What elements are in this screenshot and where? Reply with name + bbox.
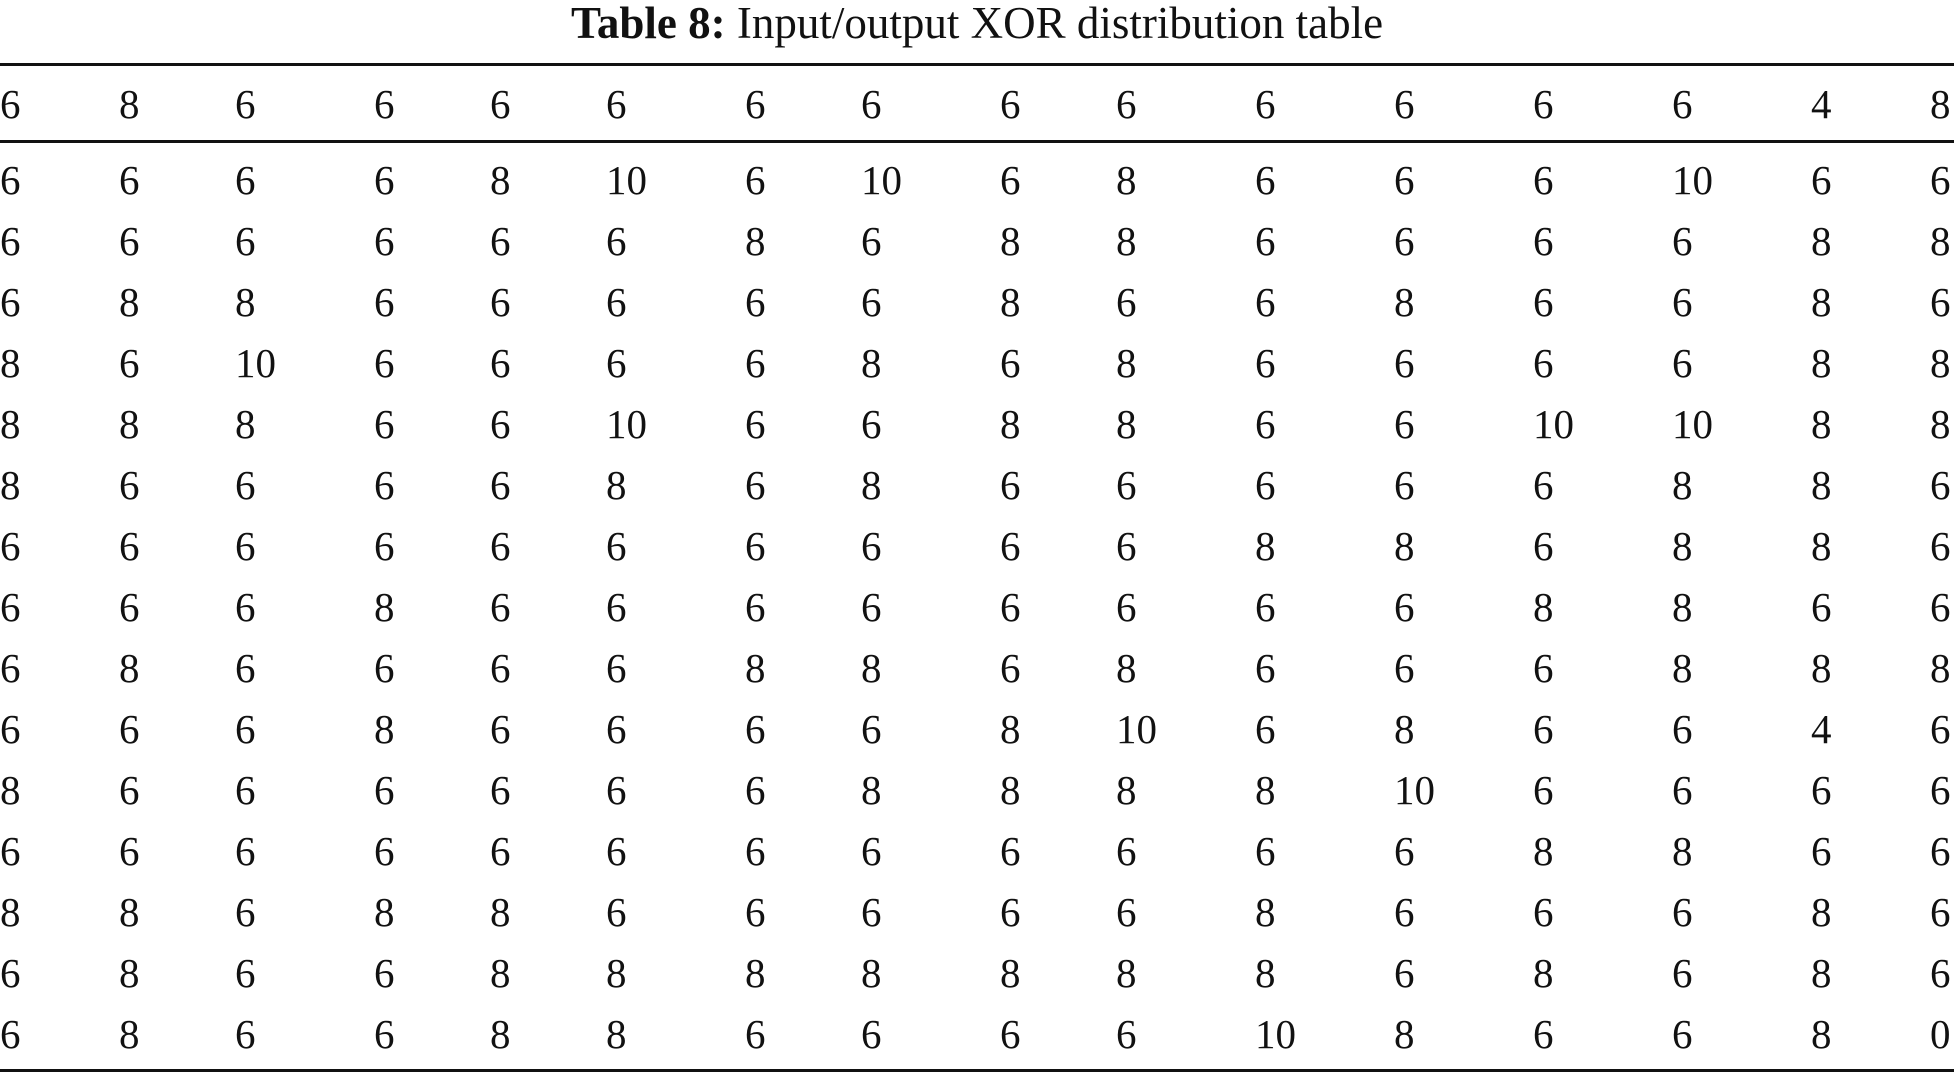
- table-cell: 8: [1811, 889, 1832, 935]
- table-cell: 8: [374, 584, 395, 630]
- table-cell: 6: [490, 706, 511, 752]
- table-cell: 8: [1930, 218, 1951, 264]
- table-cell: 6: [374, 401, 395, 447]
- table-cell: 6: [1672, 279, 1693, 325]
- table-cell: 6: [374, 645, 395, 691]
- table-cell: 6: [1930, 828, 1951, 874]
- table-cell: 6: [1000, 1011, 1021, 1057]
- table-row: [0, 211, 1954, 272]
- table-cell: 8: [235, 279, 256, 325]
- table-cell: 6: [1394, 950, 1415, 996]
- table-row: [0, 760, 1954, 821]
- table-cell: 6: [235, 584, 256, 630]
- table-cell: 8: [1116, 157, 1137, 203]
- table-header-cell: 6: [1533, 81, 1554, 127]
- table-cell: 6: [374, 950, 395, 996]
- table-cell: 6: [745, 462, 766, 508]
- table-cell: 8: [1116, 767, 1137, 813]
- table-body: [0, 150, 1954, 1065]
- table-cell: 6: [1811, 584, 1832, 630]
- table-row: [0, 943, 1954, 1004]
- table-cell: 6: [745, 523, 766, 569]
- table-cell: 6: [1533, 645, 1554, 691]
- table-cell: 6: [1930, 462, 1951, 508]
- table-cell: 6: [606, 645, 627, 691]
- table-cell: 6: [606, 523, 627, 569]
- table-cell: 8: [861, 645, 882, 691]
- table-header-cell: 6: [1000, 81, 1021, 127]
- table-row: [0, 577, 1954, 638]
- table-cell: 6: [119, 157, 140, 203]
- table-cell: 8: [1255, 523, 1276, 569]
- table-cell: 8: [1672, 828, 1693, 874]
- table-cell: 10: [235, 340, 276, 386]
- table-cell: 8: [1255, 767, 1276, 813]
- table-cell: 10: [1533, 401, 1574, 447]
- table-cell: 6: [745, 1011, 766, 1057]
- table-cell: 6: [1533, 279, 1554, 325]
- table-cell: 6: [235, 767, 256, 813]
- table-cell: 6: [374, 340, 395, 386]
- table-cell: 8: [0, 767, 21, 813]
- table-cell: 6: [1672, 950, 1693, 996]
- table-cell: 6: [1533, 1011, 1554, 1057]
- table-cell: 6: [0, 950, 21, 996]
- table-cell: 6: [861, 584, 882, 630]
- table-cell: 8: [490, 157, 511, 203]
- table-cell: 6: [1533, 767, 1554, 813]
- table-header-cell: 6: [374, 81, 395, 127]
- table-cell: 6: [490, 767, 511, 813]
- table-cell: 6: [1255, 340, 1276, 386]
- table-cell: 6: [490, 462, 511, 508]
- table-cell: 8: [1116, 645, 1137, 691]
- table-cell: 8: [235, 401, 256, 447]
- table-cell: 6: [1930, 157, 1951, 203]
- table-cell: 8: [1000, 401, 1021, 447]
- table-cell: 8: [490, 889, 511, 935]
- table-cell: 8: [861, 340, 882, 386]
- table-cell: 8: [1811, 279, 1832, 325]
- table-cell: 6: [490, 828, 511, 874]
- table-cell: 6: [1394, 340, 1415, 386]
- table-caption: [0, 0, 1954, 46]
- table-cell: 6: [861, 828, 882, 874]
- table-cell: 6: [1811, 828, 1832, 874]
- table-cell: 6: [1930, 889, 1951, 935]
- table-cell: 8: [1394, 279, 1415, 325]
- table-cell: 6: [1533, 340, 1554, 386]
- table-header-cell: 6: [1116, 81, 1137, 127]
- table-cell: 6: [1930, 279, 1951, 325]
- table-cell: 8: [1930, 645, 1951, 691]
- table-cell: 8: [1394, 523, 1415, 569]
- table-cell: 6: [490, 584, 511, 630]
- table-cell: 6: [0, 645, 21, 691]
- table-cell: 6: [490, 218, 511, 264]
- table-cell: 8: [1533, 828, 1554, 874]
- table-cell: 6: [861, 706, 882, 752]
- table-row: [0, 821, 1954, 882]
- table-cell: 6: [0, 1011, 21, 1057]
- table-cell: 6: [1533, 218, 1554, 264]
- table-row: [0, 150, 1954, 211]
- table-cell: 6: [1930, 767, 1951, 813]
- table-cell: 6: [606, 584, 627, 630]
- table-cell: 8: [374, 889, 395, 935]
- table-cell: 6: [1672, 706, 1693, 752]
- table-cell: 6: [1811, 767, 1832, 813]
- table-cell: 6: [1255, 401, 1276, 447]
- table-row: [0, 699, 1954, 760]
- table-cell: 6: [1000, 157, 1021, 203]
- table-cell: 6: [1116, 828, 1137, 874]
- table-cell: 8: [745, 645, 766, 691]
- table-cell: 8: [861, 462, 882, 508]
- table-cell: 6: [1000, 645, 1021, 691]
- table-cell: 6: [235, 950, 256, 996]
- table-cell: 6: [1394, 401, 1415, 447]
- table-cell: 8: [1533, 584, 1554, 630]
- table-header-cell: 8: [1930, 81, 1951, 127]
- table-cell: 6: [235, 1011, 256, 1057]
- table-cell: 10: [1255, 1011, 1296, 1057]
- table-cell: 6: [1000, 584, 1021, 630]
- table-header-cell: 6: [235, 81, 256, 127]
- table-cell: 6: [119, 340, 140, 386]
- table-cell: 8: [1000, 279, 1021, 325]
- table-cell: 8: [1672, 462, 1693, 508]
- table-cell: 6: [235, 645, 256, 691]
- table-cell: 8: [1000, 218, 1021, 264]
- table-cell: 6: [1255, 706, 1276, 752]
- table-cell: 8: [745, 218, 766, 264]
- table-cell: 8: [1000, 706, 1021, 752]
- table-cell: 8: [119, 645, 140, 691]
- table-cell: 8: [1000, 950, 1021, 996]
- table-cell: 6: [745, 584, 766, 630]
- table-cell: 6: [1394, 157, 1415, 203]
- table-row: [0, 882, 1954, 943]
- table-row: [0, 272, 1954, 333]
- table-cell: 6: [1255, 584, 1276, 630]
- table-cell: 6: [861, 218, 882, 264]
- table-cell: 6: [1672, 889, 1693, 935]
- table-cell: 8: [119, 889, 140, 935]
- table-header-cell: 6: [606, 81, 627, 127]
- table-cell: 6: [0, 218, 21, 264]
- table-cell: 6: [0, 279, 21, 325]
- table-cell: 6: [1116, 279, 1137, 325]
- table-cell: 8: [606, 462, 627, 508]
- table-cell: 8: [1255, 889, 1276, 935]
- table-cell: 8: [1811, 950, 1832, 996]
- table-cell: 6: [1672, 767, 1693, 813]
- table-cell: 8: [861, 767, 882, 813]
- table-cell: 6: [235, 706, 256, 752]
- table-cell: 6: [119, 584, 140, 630]
- table-cell: 6: [0, 523, 21, 569]
- table-cell: 6: [606, 218, 627, 264]
- table-cell: 6: [1255, 157, 1276, 203]
- table-cell: 8: [1811, 523, 1832, 569]
- table-header-cell: 6: [490, 81, 511, 127]
- table-cell: 6: [1394, 889, 1415, 935]
- table-cell: 6: [1116, 462, 1137, 508]
- table-header-cell: 6: [1394, 81, 1415, 127]
- table-cell: 6: [119, 767, 140, 813]
- table-cell: 6: [1255, 218, 1276, 264]
- table-cell: 8: [1811, 645, 1832, 691]
- table-cell: 6: [1255, 462, 1276, 508]
- table-cell: 6: [235, 218, 256, 264]
- table-header-cell: 8: [119, 81, 140, 127]
- table-cell: 8: [119, 401, 140, 447]
- table-cell: 6: [1394, 645, 1415, 691]
- table-cell: 8: [1811, 401, 1832, 447]
- table-cell: 4: [1811, 706, 1832, 752]
- table-cell: 6: [1000, 828, 1021, 874]
- table-cell: 8: [1930, 340, 1951, 386]
- table-cell: 0: [1930, 1011, 1951, 1057]
- table-cell: 8: [745, 950, 766, 996]
- table-cell: 6: [374, 767, 395, 813]
- table-bottom-rule: [0, 1069, 1954, 1072]
- table-header-rule: [0, 140, 1954, 143]
- table-cell: 6: [1116, 889, 1137, 935]
- table-row: [0, 516, 1954, 577]
- table-cell: 8: [1811, 340, 1832, 386]
- table-cell: 6: [490, 645, 511, 691]
- table-header-cell: 6: [1672, 81, 1693, 127]
- table-cell: 6: [1672, 340, 1693, 386]
- table-cell: 8: [0, 340, 21, 386]
- table-cell: 6: [235, 462, 256, 508]
- table-header-cell: 4: [1811, 81, 1832, 127]
- table-cell: 6: [1533, 706, 1554, 752]
- table-cell: 8: [861, 950, 882, 996]
- table-cell: 6: [0, 157, 21, 203]
- table-cell: 6: [119, 218, 140, 264]
- table-cell: 8: [606, 950, 627, 996]
- table-cell: 8: [374, 706, 395, 752]
- table-cell: 6: [1116, 1011, 1137, 1057]
- table-cell: 6: [606, 828, 627, 874]
- table-cell: 8: [1672, 523, 1693, 569]
- table-cell: 6: [490, 279, 511, 325]
- table-cell: 6: [745, 767, 766, 813]
- table-cell: 8: [1394, 706, 1415, 752]
- table-cell: 8: [119, 279, 140, 325]
- table-cell: 6: [861, 279, 882, 325]
- table-cell: 6: [1116, 584, 1137, 630]
- table-row: [0, 1004, 1954, 1065]
- table-cell: 6: [1394, 462, 1415, 508]
- table-cell: 6: [1533, 889, 1554, 935]
- table-cell: 8: [0, 889, 21, 935]
- table-cell: 10: [861, 157, 902, 203]
- table-cell: 6: [235, 828, 256, 874]
- table-cell: 6: [374, 218, 395, 264]
- table-cell: 6: [745, 279, 766, 325]
- table-cell: 6: [374, 523, 395, 569]
- table-header: [0, 74, 1954, 135]
- table-cell: 8: [490, 950, 511, 996]
- table-cell: 8: [1811, 1011, 1832, 1057]
- table-cell: 6: [374, 157, 395, 203]
- table-cell: 6: [606, 340, 627, 386]
- table-caption-label: Table 8:: [570, 0, 726, 48]
- table-cell: 6: [1255, 279, 1276, 325]
- table-cell: 6: [745, 340, 766, 386]
- table-cell: 10: [606, 401, 647, 447]
- table-cell: 6: [0, 706, 21, 752]
- table-cell: 6: [1533, 523, 1554, 569]
- table-cell: 10: [1672, 401, 1713, 447]
- table-cell: 6: [606, 706, 627, 752]
- table-cell: 8: [119, 1011, 140, 1057]
- table-cell: 8: [1930, 401, 1951, 447]
- table-cell: 8: [1672, 645, 1693, 691]
- table-cell: 6: [1116, 523, 1137, 569]
- table-cell: 8: [1255, 950, 1276, 996]
- table-cell: 8: [1672, 584, 1693, 630]
- table-cell: 8: [1116, 340, 1137, 386]
- table-cell: 8: [1116, 950, 1137, 996]
- table-cell: 6: [1255, 828, 1276, 874]
- table-cell: 6: [490, 523, 511, 569]
- table-cell: 8: [1811, 462, 1832, 508]
- table-row: [0, 455, 1954, 516]
- table-row: [0, 333, 1954, 394]
- table-cell: 6: [1255, 645, 1276, 691]
- table-cell: 6: [1930, 706, 1951, 752]
- table-cell: 6: [1930, 523, 1951, 569]
- table-row: [0, 638, 1954, 699]
- table-cell: 6: [119, 462, 140, 508]
- table-cell: 10: [1116, 706, 1157, 752]
- table-cell: 6: [606, 767, 627, 813]
- table-cell: 6: [1672, 1011, 1693, 1057]
- table-cell: 6: [119, 828, 140, 874]
- table-cell: 6: [861, 1011, 882, 1057]
- table-cell: 6: [119, 523, 140, 569]
- table-cell: 6: [1000, 462, 1021, 508]
- table-cell: 8: [606, 1011, 627, 1057]
- table-cell: 6: [745, 828, 766, 874]
- table-header-cell: 6: [861, 81, 882, 127]
- table-cell: 6: [1930, 950, 1951, 996]
- table-cell: 6: [1394, 584, 1415, 630]
- table-header-cell: 6: [0, 81, 21, 127]
- table-cell: 6: [1533, 462, 1554, 508]
- table-cell: 6: [861, 523, 882, 569]
- table-cell: 6: [1394, 218, 1415, 264]
- table-cell: 6: [374, 1011, 395, 1057]
- table-header-cell: 6: [1255, 81, 1276, 127]
- table-cell: 6: [0, 828, 21, 874]
- table-cell: 6: [119, 706, 140, 752]
- table-cell: 6: [861, 401, 882, 447]
- table-cell: 6: [1672, 218, 1693, 264]
- table-cell: 8: [1394, 1011, 1415, 1057]
- table-cell: 6: [235, 889, 256, 935]
- table-header-cell: 6: [745, 81, 766, 127]
- table-cell: 6: [861, 889, 882, 935]
- table-cell: 6: [606, 889, 627, 935]
- table-cell: 6: [1811, 157, 1832, 203]
- table-cell: 6: [235, 157, 256, 203]
- table-cell: 6: [745, 706, 766, 752]
- table-cell: 6: [1000, 340, 1021, 386]
- table-cell: 10: [1394, 767, 1435, 813]
- table-cell: 8: [0, 462, 21, 508]
- table-cell: 6: [374, 462, 395, 508]
- table-cell: 6: [745, 157, 766, 203]
- table-cell: 6: [235, 523, 256, 569]
- table-caption-text: Input/output XOR distribution table: [736, 0, 1384, 48]
- table-cell: 6: [606, 279, 627, 325]
- table-cell: 6: [490, 401, 511, 447]
- table-cell: 6: [745, 401, 766, 447]
- table-cell: 10: [606, 157, 647, 203]
- table-cell: 6: [1394, 828, 1415, 874]
- table-cell: 6: [1000, 523, 1021, 569]
- table-cell: 6: [490, 340, 511, 386]
- table-cell: 8: [119, 950, 140, 996]
- table-cell: 8: [1116, 401, 1137, 447]
- table-header-row: [0, 74, 1954, 135]
- table-cell: 10: [1672, 157, 1713, 203]
- table-cell: 6: [0, 584, 21, 630]
- table-cell: 6: [374, 279, 395, 325]
- table-cell: 8: [1116, 218, 1137, 264]
- table-cell: 6: [745, 889, 766, 935]
- table-row: [0, 394, 1954, 455]
- table-cell: 6: [1533, 157, 1554, 203]
- table-top-rule: [0, 63, 1954, 66]
- table-cell: 6: [374, 828, 395, 874]
- table-cell: 8: [0, 401, 21, 447]
- table-cell: 6: [1930, 584, 1951, 630]
- table-cell: 6: [1000, 889, 1021, 935]
- table-cell: 8: [490, 1011, 511, 1057]
- table-cell: 8: [1533, 950, 1554, 996]
- table-cell: 8: [1000, 767, 1021, 813]
- table-cell: 8: [1811, 218, 1832, 264]
